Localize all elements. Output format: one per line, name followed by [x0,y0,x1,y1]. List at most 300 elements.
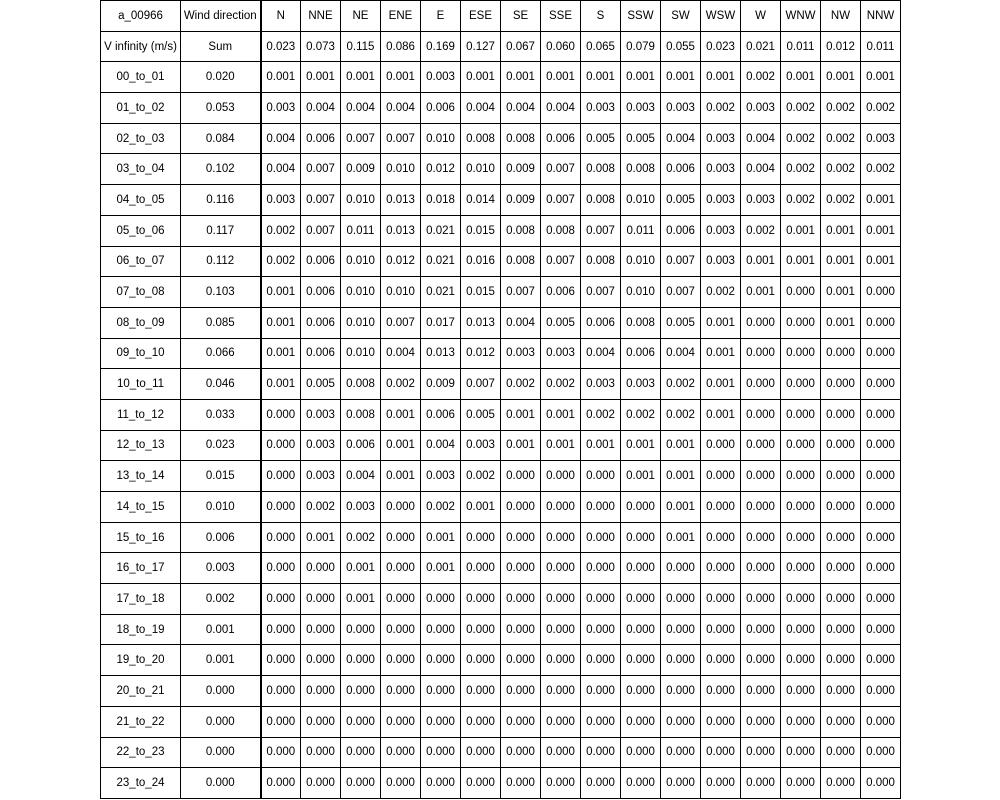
frequency-cell: 0.003 [621,93,661,124]
table-body [101,1,901,799]
frequency-cell: 0.001 [861,246,901,277]
frequency-cell: 0.000 [781,307,821,338]
frequency-cell: 0.006 [661,154,701,185]
frequency-cell: 0.000 [781,645,821,676]
frequency-cell: 0.000 [381,614,421,645]
frequency-cell: 0.003 [421,461,461,492]
frequency-cell: 0.001 [341,584,381,615]
frequency-cell: 0.013 [461,307,501,338]
frequency-cell: 0.004 [261,123,301,154]
frequency-cell: 0.009 [341,154,381,185]
frequency-cell: 0.000 [461,676,501,707]
frequency-cell: 0.000 [461,584,501,615]
frequency-cell: 0.007 [501,277,541,308]
frequency-cell: 0.000 [821,553,861,584]
row-sum-cell: 0.002 [181,584,261,615]
row-sum-cell: 0.116 [181,185,261,216]
frequency-cell: 0.007 [541,246,581,277]
frequency-cell: 0.000 [261,676,301,707]
frequency-cell: 0.002 [621,399,661,430]
frequency-cell: 0.008 [581,154,621,185]
frequency-cell: 0.006 [421,399,461,430]
speed-bin-label: 18_to_19 [101,614,181,645]
frequency-cell: 0.009 [421,369,461,400]
speed-bin-label: 01_to_02 [101,93,181,124]
frequency-cell: 0.000 [541,706,581,737]
frequency-cell: 0.001 [381,461,421,492]
table-row [101,399,901,430]
speed-bin-label: 19_to_20 [101,645,181,676]
row-sum-cell: 0.085 [181,307,261,338]
speed-bin-label: 10_to_11 [101,369,181,400]
direction-header: WSW [701,1,741,32]
frequency-cell: 0.000 [541,614,581,645]
frequency-cell: 0.000 [301,553,341,584]
frequency-cell: 0.000 [501,614,541,645]
frequency-cell: 0.014 [461,185,501,216]
table-row [101,461,901,492]
frequency-cell: 0.000 [581,614,621,645]
frequency-cell: 0.000 [781,737,821,768]
frequency-cell: 0.006 [421,93,461,124]
frequency-cell: 0.000 [741,676,781,707]
frequency-cell: 0.000 [741,338,781,369]
frequency-cell: 0.002 [821,93,861,124]
frequency-cell: 0.003 [581,93,621,124]
frequency-cell: 0.007 [381,307,421,338]
wind-frequency-sheet [100,0,900,800]
frequency-cell: 0.000 [821,584,861,615]
frequency-cell: 0.000 [861,737,901,768]
frequency-cell: 0.002 [821,154,861,185]
frequency-cell: 0.000 [861,399,901,430]
frequency-cell: 0.003 [701,154,741,185]
frequency-cell: 0.000 [541,492,581,523]
frequency-cell: 0.000 [261,584,301,615]
frequency-cell: 0.003 [701,215,741,246]
corner-label: a_00966 [101,1,181,32]
frequency-cell: 0.000 [861,277,901,308]
frequency-cell: 0.000 [781,522,821,553]
frequency-cell: 0.008 [581,246,621,277]
frequency-cell: 0.000 [261,430,301,461]
frequency-cell: 0.000 [381,768,421,799]
frequency-cell: 0.000 [301,676,341,707]
frequency-cell: 0.000 [261,706,301,737]
frequency-cell: 0.000 [581,584,621,615]
frequency-cell: 0.002 [581,399,621,430]
frequency-cell: 0.000 [781,369,821,400]
sum-cell: 0.079 [621,31,661,62]
frequency-cell: 0.000 [341,645,381,676]
sum-cell: 0.086 [381,31,421,62]
frequency-cell: 0.000 [541,584,581,615]
frequency-cell: 0.002 [381,369,421,400]
frequency-cell: 0.000 [581,492,621,523]
frequency-cell: 0.000 [781,584,821,615]
frequency-cell: 0.000 [581,522,621,553]
frequency-cell: 0.000 [421,768,461,799]
frequency-cell: 0.003 [701,123,741,154]
frequency-cell: 0.000 [261,399,301,430]
table-row [101,154,901,185]
frequency-cell: 0.000 [701,768,741,799]
frequency-cell: 0.007 [581,215,621,246]
frequency-cell: 0.006 [301,307,341,338]
frequency-cell: 0.009 [501,154,541,185]
frequency-cell: 0.000 [621,492,661,523]
frequency-cell: 0.003 [741,185,781,216]
frequency-cell: 0.000 [421,614,461,645]
row-sum-cell: 0.023 [181,430,261,461]
frequency-cell: 0.003 [301,430,341,461]
sum-cell: 0.023 [261,31,301,62]
table-row [101,768,901,799]
frequency-cell: 0.001 [261,307,301,338]
frequency-cell: 0.001 [381,62,421,93]
frequency-cell: 0.001 [821,62,861,93]
sum-cell: 0.011 [781,31,821,62]
frequency-cell: 0.002 [501,369,541,400]
frequency-cell: 0.000 [501,706,541,737]
frequency-cell: 0.004 [421,430,461,461]
frequency-cell: 0.002 [661,369,701,400]
speed-bin-label: 02_to_03 [101,123,181,154]
row-sum-cell: 0.001 [181,614,261,645]
frequency-cell: 0.000 [541,645,581,676]
frequency-cell: 0.000 [261,492,301,523]
frequency-cell: 0.010 [421,123,461,154]
frequency-cell: 0.000 [581,553,621,584]
frequency-cell: 0.000 [861,307,901,338]
sum-cell: 0.055 [661,31,701,62]
direction-header: SSE [541,1,581,32]
frequency-cell: 0.000 [861,614,901,645]
frequency-cell: 0.000 [781,461,821,492]
frequency-cell: 0.000 [341,737,381,768]
frequency-cell: 0.000 [821,461,861,492]
frequency-cell: 0.001 [621,430,661,461]
frequency-cell: 0.001 [861,185,901,216]
frequency-cell: 0.012 [461,338,501,369]
direction-header: E [421,1,461,32]
frequency-cell: 0.004 [581,338,621,369]
frequency-cell: 0.006 [301,277,341,308]
frequency-cell: 0.008 [341,369,381,400]
frequency-cell: 0.000 [701,553,741,584]
frequency-cell: 0.000 [821,399,861,430]
frequency-cell: 0.021 [421,215,461,246]
row-sum-cell: 0.053 [181,93,261,124]
frequency-cell: 0.000 [661,706,701,737]
frequency-cell: 0.003 [301,399,341,430]
wind-direction-label: Wind direction [181,1,261,32]
frequency-cell: 0.000 [541,553,581,584]
frequency-cell: 0.003 [501,338,541,369]
frequency-cell: 0.000 [741,737,781,768]
frequency-cell: 0.003 [261,93,301,124]
frequency-cell: 0.000 [661,737,701,768]
frequency-cell: 0.000 [301,584,341,615]
direction-header: NE [341,1,381,32]
frequency-cell: 0.006 [341,430,381,461]
frequency-cell: 0.000 [861,584,901,615]
frequency-cell: 0.002 [861,93,901,124]
frequency-cell: 0.000 [261,614,301,645]
frequency-cell: 0.004 [741,123,781,154]
frequency-cell: 0.000 [301,614,341,645]
frequency-cell: 0.008 [341,399,381,430]
table-row [101,522,901,553]
frequency-cell: 0.007 [461,369,501,400]
frequency-cell: 0.000 [741,461,781,492]
frequency-cell: 0.005 [621,123,661,154]
frequency-cell: 0.000 [741,307,781,338]
row-sum-cell: 0.033 [181,399,261,430]
frequency-cell: 0.005 [461,399,501,430]
frequency-cell: 0.021 [421,277,461,308]
frequency-cell: 0.000 [701,584,741,615]
frequency-cell: 0.005 [581,123,621,154]
frequency-cell: 0.001 [861,62,901,93]
table-row [101,492,901,523]
row-sum-cell: 0.010 [181,492,261,523]
frequency-cell: 0.003 [301,461,341,492]
frequency-cell: 0.000 [341,706,381,737]
frequency-cell: 0.001 [661,62,701,93]
frequency-cell: 0.000 [581,676,621,707]
frequency-cell: 0.000 [781,553,821,584]
speed-bin-label: 03_to_04 [101,154,181,185]
frequency-cell: 0.000 [621,645,661,676]
frequency-cell: 0.000 [301,706,341,737]
row-sum-cell: 0.003 [181,553,261,584]
table-row [101,706,901,737]
frequency-cell: 0.008 [501,246,541,277]
frequency-cell: 0.001 [661,430,701,461]
frequency-cell: 0.002 [741,62,781,93]
row-sum-cell: 0.015 [181,461,261,492]
frequency-cell: 0.000 [781,399,821,430]
row-sum-cell: 0.020 [181,62,261,93]
sum-cell: 0.023 [701,31,741,62]
frequency-cell: 0.000 [381,706,421,737]
frequency-cell: 0.000 [421,584,461,615]
table-row [101,645,901,676]
frequency-cell: 0.002 [821,185,861,216]
frequency-cell: 0.000 [781,277,821,308]
frequency-cell: 0.010 [621,277,661,308]
frequency-cell: 0.001 [661,522,701,553]
frequency-cell: 0.000 [301,768,341,799]
frequency-cell: 0.000 [261,461,301,492]
frequency-cell: 0.000 [541,522,581,553]
frequency-cell: 0.000 [741,430,781,461]
frequency-cell: 0.000 [381,553,421,584]
direction-header: SW [661,1,701,32]
frequency-cell: 0.003 [341,492,381,523]
frequency-cell: 0.004 [661,123,701,154]
frequency-cell: 0.010 [341,338,381,369]
table-row [101,123,901,154]
frequency-cell: 0.000 [501,461,541,492]
frequency-cell: 0.000 [821,645,861,676]
frequency-cell: 0.000 [661,645,701,676]
speed-bin-label: 11_to_12 [101,399,181,430]
frequency-cell: 0.010 [341,185,381,216]
frequency-cell: 0.000 [581,737,621,768]
frequency-cell: 0.006 [621,338,661,369]
frequency-cell: 0.001 [741,277,781,308]
frequency-cell: 0.001 [341,553,381,584]
frequency-cell: 0.015 [461,277,501,308]
frequency-cell: 0.001 [301,62,341,93]
frequency-cell: 0.000 [701,645,741,676]
frequency-cell: 0.000 [861,676,901,707]
direction-header: SE [501,1,541,32]
frequency-cell: 0.000 [381,645,421,676]
frequency-cell: 0.000 [581,645,621,676]
speed-bin-label: 13_to_14 [101,461,181,492]
frequency-cell: 0.006 [301,246,341,277]
frequency-cell: 0.010 [381,277,421,308]
frequency-cell: 0.000 [861,706,901,737]
frequency-cell: 0.002 [701,277,741,308]
frequency-cell: 0.000 [581,461,621,492]
row-sum-cell: 0.066 [181,338,261,369]
frequency-cell: 0.003 [701,246,741,277]
frequency-cell: 0.000 [781,676,821,707]
frequency-cell: 0.001 [261,277,301,308]
frequency-cell: 0.003 [861,123,901,154]
frequency-cell: 0.000 [381,676,421,707]
frequency-cell: 0.002 [461,461,501,492]
frequency-cell: 0.001 [501,62,541,93]
table-row [101,62,901,93]
frequency-cell: 0.006 [541,123,581,154]
frequency-cell: 0.002 [781,154,821,185]
frequency-cell: 0.001 [821,215,861,246]
frequency-cell: 0.000 [261,737,301,768]
frequency-cell: 0.007 [301,154,341,185]
frequency-cell: 0.001 [821,246,861,277]
speed-bin-label: 06_to_07 [101,246,181,277]
direction-header: NW [821,1,861,32]
sum-cell: 0.060 [541,31,581,62]
table-row [101,430,901,461]
frequency-cell: 0.000 [661,553,701,584]
frequency-cell: 0.000 [421,706,461,737]
frequency-cell: 0.000 [701,461,741,492]
frequency-cell: 0.001 [341,62,381,93]
frequency-cell: 0.012 [421,154,461,185]
frequency-cell: 0.001 [701,338,741,369]
frequency-cell: 0.004 [341,93,381,124]
frequency-cell: 0.000 [861,768,901,799]
speed-bin-label: 05_to_06 [101,215,181,246]
frequency-cell: 0.001 [461,62,501,93]
frequency-cell: 0.001 [861,215,901,246]
speed-bin-label: 17_to_18 [101,584,181,615]
frequency-cell: 0.000 [861,430,901,461]
frequency-cell: 0.000 [741,645,781,676]
frequency-cell: 0.010 [621,185,661,216]
frequency-cell: 0.007 [341,123,381,154]
frequency-cell: 0.000 [741,369,781,400]
table-row [101,737,901,768]
table-row [101,93,901,124]
row-sum-cell: 0.006 [181,522,261,553]
frequency-cell: 0.001 [661,461,701,492]
frequency-cell: 0.000 [581,768,621,799]
speed-bin-label: 20_to_21 [101,676,181,707]
frequency-cell: 0.000 [701,737,741,768]
frequency-cell: 0.007 [381,123,421,154]
frequency-cell: 0.011 [621,215,661,246]
frequency-cell: 0.005 [301,369,341,400]
table-row [101,584,901,615]
frequency-cell: 0.012 [381,246,421,277]
frequency-cell: 0.000 [701,430,741,461]
frequency-cell: 0.001 [261,338,301,369]
row-sum-cell: 0.046 [181,369,261,400]
frequency-cell: 0.000 [381,492,421,523]
speed-bin-label: 21_to_22 [101,706,181,737]
frequency-cell: 0.000 [541,768,581,799]
frequency-cell: 0.003 [261,185,301,216]
frequency-cell: 0.004 [381,338,421,369]
table-row [101,338,901,369]
frequency-cell: 0.007 [541,154,581,185]
frequency-cell: 0.001 [581,430,621,461]
frequency-cell: 0.001 [621,461,661,492]
frequency-cell: 0.000 [821,614,861,645]
row-sum-cell: 0.117 [181,215,261,246]
sum-cell: 0.127 [461,31,501,62]
frequency-cell: 0.000 [741,399,781,430]
frequency-cell: 0.001 [501,430,541,461]
frequency-cell: 0.000 [501,768,541,799]
frequency-cell: 0.000 [741,584,781,615]
frequency-cell: 0.003 [741,93,781,124]
frequency-cell: 0.001 [621,62,661,93]
frequency-cell: 0.000 [461,768,501,799]
frequency-cell: 0.006 [661,215,701,246]
frequency-cell: 0.000 [781,338,821,369]
speed-bin-label: 04_to_05 [101,185,181,216]
speed-bin-label: 12_to_13 [101,430,181,461]
frequency-cell: 0.000 [621,706,661,737]
frequency-cell: 0.010 [341,246,381,277]
frequency-cell: 0.000 [501,553,541,584]
frequency-cell: 0.004 [741,154,781,185]
frequency-cell: 0.000 [821,492,861,523]
frequency-cell: 0.000 [821,768,861,799]
frequency-cell: 0.000 [621,768,661,799]
frequency-cell: 0.000 [701,706,741,737]
frequency-cell: 0.003 [541,338,581,369]
frequency-cell: 0.009 [501,185,541,216]
frequency-cell: 0.007 [661,246,701,277]
frequency-cell: 0.000 [261,553,301,584]
speed-bin-label: 23_to_24 [101,768,181,799]
frequency-cell: 0.011 [341,215,381,246]
speed-bin-label: 09_to_10 [101,338,181,369]
table-row [101,369,901,400]
frequency-cell: 0.001 [781,215,821,246]
frequency-cell: 0.000 [621,737,661,768]
frequency-cell: 0.001 [781,62,821,93]
